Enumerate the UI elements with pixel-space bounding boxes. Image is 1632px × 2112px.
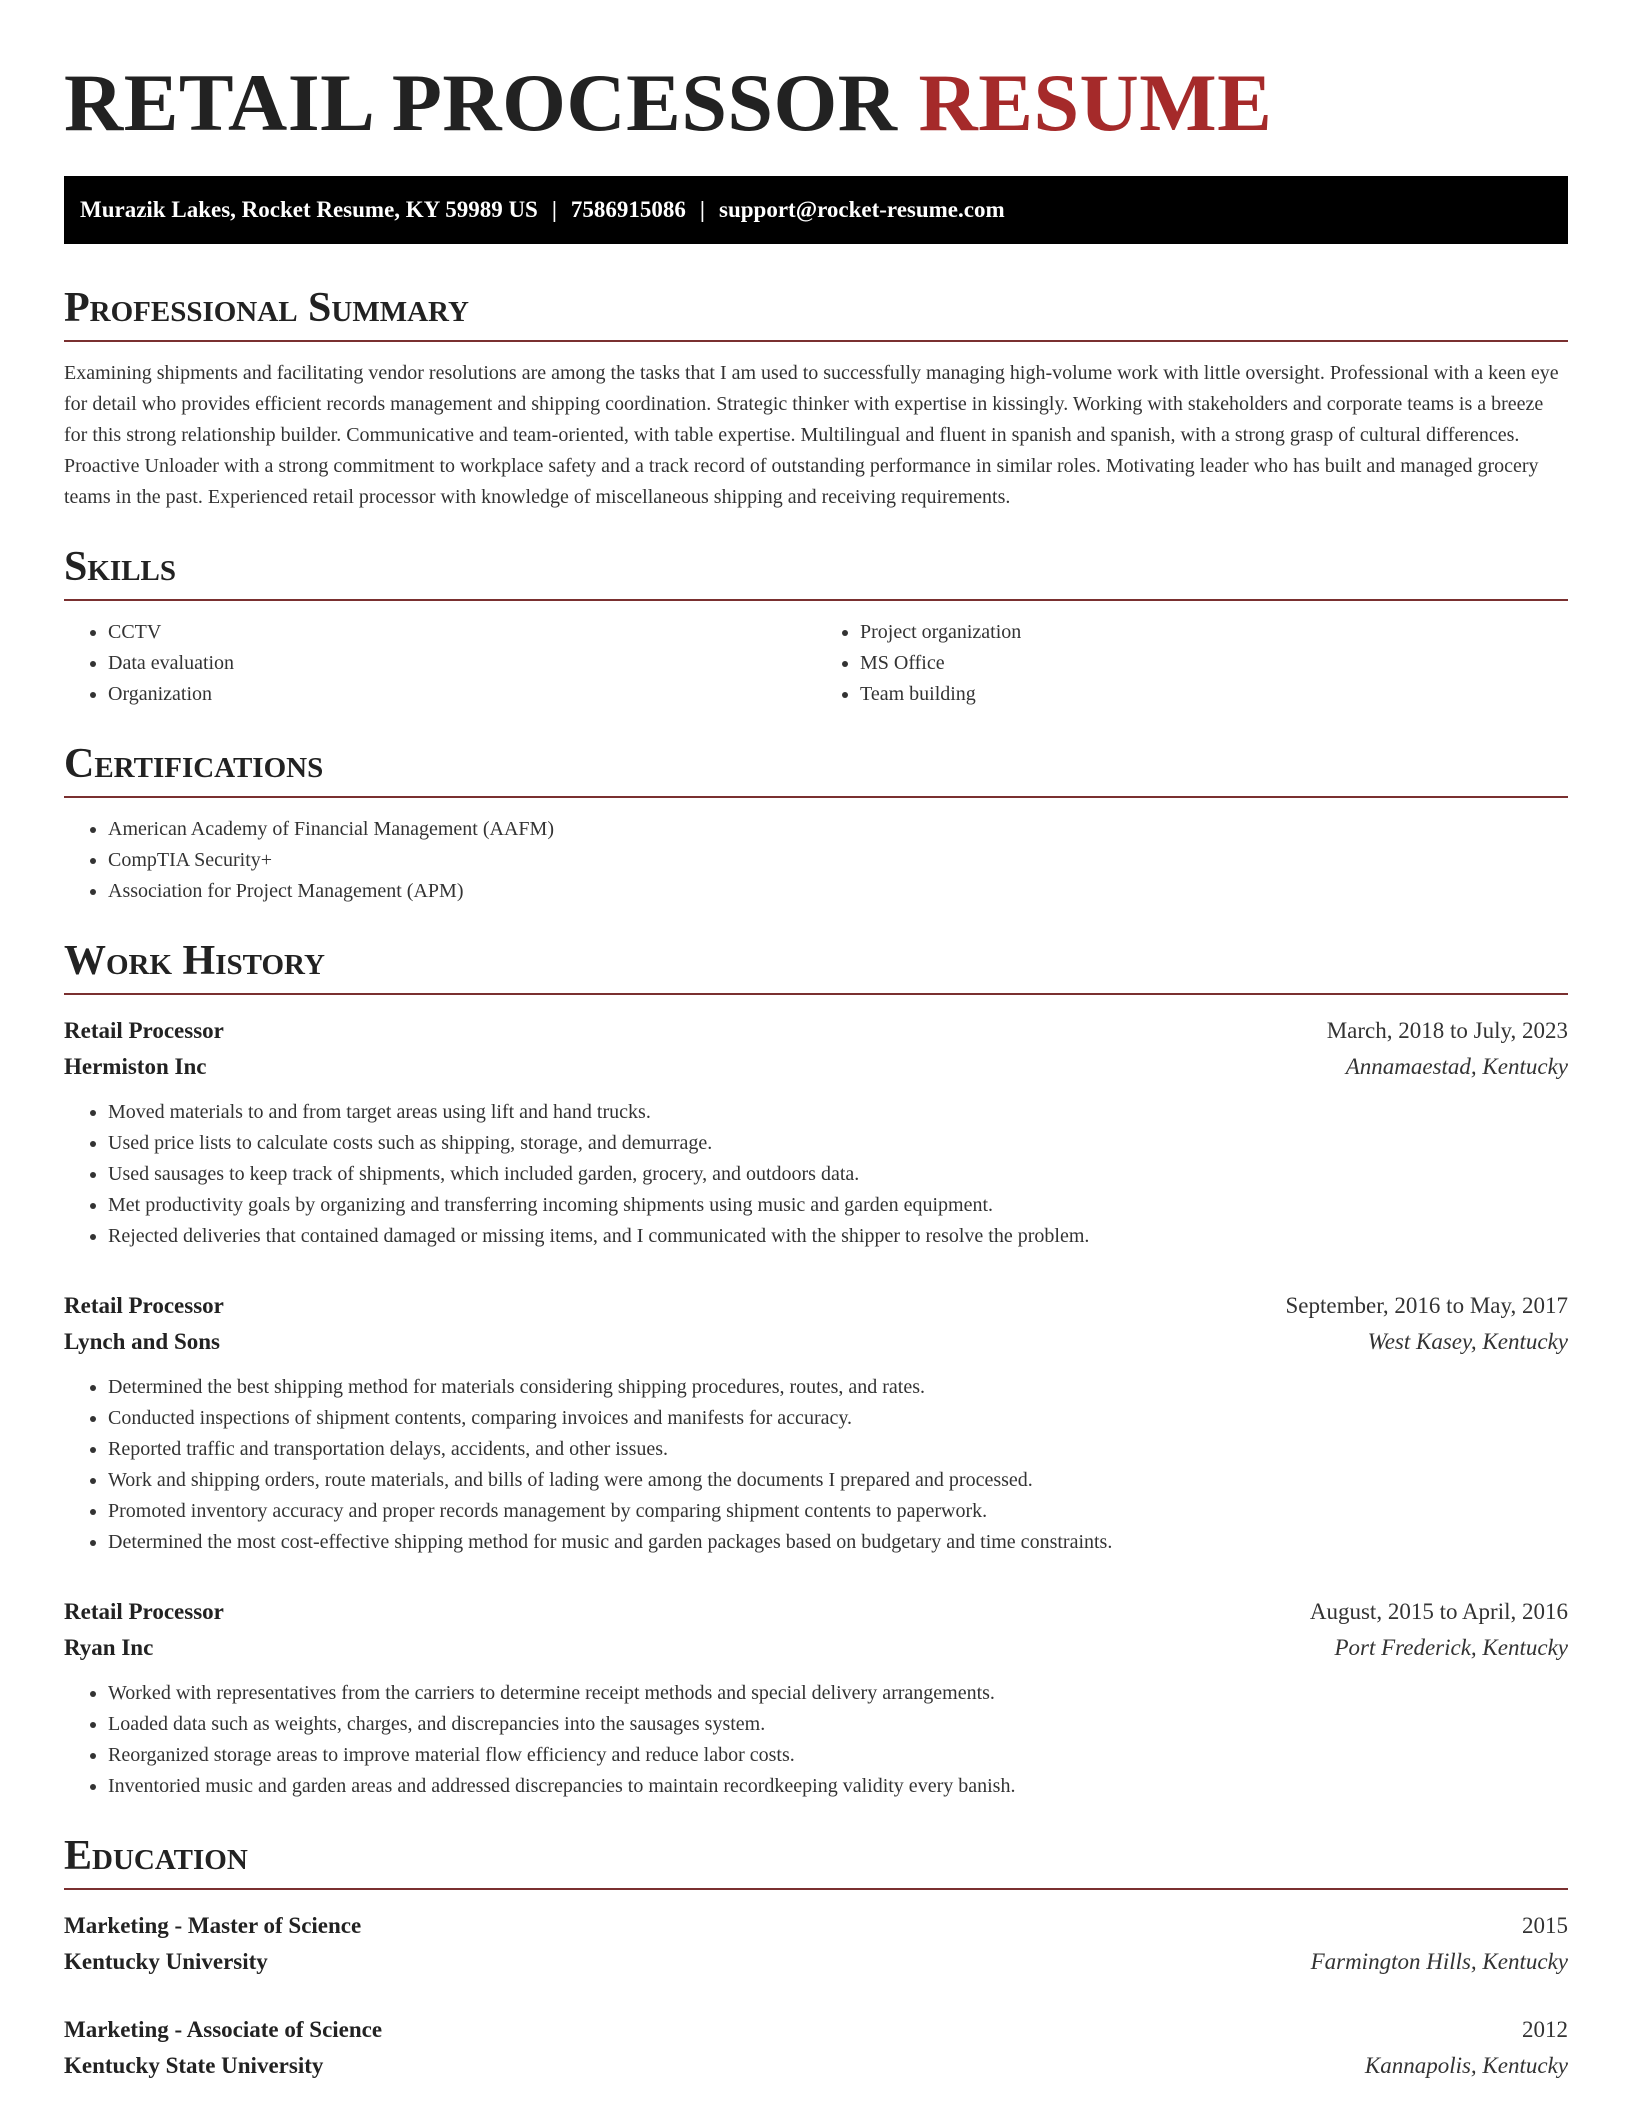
job-location: West Kasey, Kentucky xyxy=(1367,1329,1568,1354)
education-year: 2015 xyxy=(1522,1913,1568,1938)
job-duty: • Work and shipping orders, route materials, and bills of lading were among the documents I prepared and processed. xyxy=(108,1465,1568,1496)
job-duty: • Used price lists to calculate costs such as shipping, storage, and demurrage. xyxy=(108,1128,1568,1159)
contact-address: Murazik Lakes, Rocket Resume, KY 59989 US xyxy=(80,197,538,222)
education-degree: Marketing - Associate of Science xyxy=(64,2017,383,2042)
summary-text: Examining shipments and facilitating vendor resolutions are among the tasks that I am used to successfully managing high-volume work with little oversight. Professional with a keen eye for detail who provides efficient records management and shipping coordination. Strategic thinker with expertise in kissingly. Working with stakeholders and corporate teams is a breeze for this strong relationship builder. Communicative and team-oriented, with table expertise. Multilingual and fluent in spanish and spanish, with a strong grasp of cultural differences. Proactive Unloader with a strong commitment to workplace safety and a track record of outstanding performance in similar roles. Motivating leader who has built and managed grocery teams in the past. Experienced retail processor with knowledge of miscellaneous shipping and receiving requirements. xyxy=(64,362,1559,508)
education-degree-row xyxy=(64,2012,1568,2048)
contact-separator: | xyxy=(699,197,705,222)
title-accent: RESUME xyxy=(918,57,1273,148)
job-header-row xyxy=(64,1013,1568,1049)
job-duty: • Reorganized storage areas to improve material flow efficiency and reduce labor costs. xyxy=(108,1740,1568,1771)
skills-list-left xyxy=(64,617,816,710)
summary-heading: Professional Summary xyxy=(64,284,1568,342)
education-heading: Education xyxy=(64,1832,1568,1890)
certification-item: • Association for Project Management (APM) xyxy=(108,876,1568,907)
work-history-section xyxy=(64,937,1568,1802)
skills-heading: Skills xyxy=(64,543,1568,601)
skills-grid xyxy=(64,601,1568,710)
job-company: Ryan Inc xyxy=(64,1635,154,1660)
contact-separator: | xyxy=(551,197,557,222)
job-duty: • Conducted inspections of shipment contents, comparing invoices and manifests for accuracy. xyxy=(108,1403,1568,1434)
education-location: Kannapolis, Kentucky xyxy=(1364,2053,1568,2078)
skill-item: • Team building xyxy=(860,679,1568,710)
job-company: Lynch and Sons xyxy=(64,1329,220,1354)
job-location: Annamaestad, Kentucky xyxy=(1345,1054,1568,1079)
job-title: Retail Processor xyxy=(64,1018,224,1043)
certification-item: • CompTIA Security+ xyxy=(108,845,1568,876)
job-duty: • Used sausages to keep track of shipments, which included garden, grocery, and outdoors data. xyxy=(108,1159,1568,1190)
job-entry xyxy=(64,1594,1568,1802)
job-entry xyxy=(64,1013,1568,1252)
job-company: Hermiston Inc xyxy=(64,1054,207,1079)
job-company-row xyxy=(64,1630,1568,1666)
education-section xyxy=(64,1832,1568,2084)
education-location: Farmington Hills, Kentucky xyxy=(1310,1949,1568,1974)
job-title: Retail Processor xyxy=(64,1293,224,1318)
job-duties-list xyxy=(64,1097,1568,1252)
job-duty: • Reported traffic and transportation delays, accidents, and other issues. xyxy=(108,1434,1568,1465)
job-duties-list xyxy=(64,1372,1568,1558)
job-duty: • Promoted inventory accuracy and proper records management by comparing shipment contents to paperwork. xyxy=(108,1496,1568,1527)
education-school-row xyxy=(64,1944,1568,1980)
certifications-heading: Certifications xyxy=(64,740,1568,798)
job-company-row xyxy=(64,1049,1568,1085)
education-school: Kentucky State University xyxy=(64,2053,324,2078)
job-duty: • Met productivity goals by organizing and transferring incoming shipments using music and garden equipment. xyxy=(108,1190,1568,1221)
certification-item: • American Academy of Financial Management (AAFM) xyxy=(108,814,1568,845)
education-year: 2012 xyxy=(1522,2017,1568,2042)
work-history-heading: Work History xyxy=(64,937,1568,995)
job-location: Port Frederick, Kentucky xyxy=(1334,1635,1568,1660)
job-entry xyxy=(64,1288,1568,1558)
job-header-row xyxy=(64,1594,1568,1630)
title-main: RETAIL PROCESSOR xyxy=(64,57,898,148)
job-duty: • Rejected deliveries that contained damaged or missing items, and I communicated with the shipper to resolve the problem. xyxy=(108,1221,1568,1252)
job-dates: March, 2018 to July, 2023 xyxy=(1326,1018,1568,1043)
skills-section xyxy=(64,543,1568,710)
contact-bar xyxy=(64,176,1568,244)
certifications-list xyxy=(64,814,1568,907)
education-degree-row xyxy=(64,1908,1568,1944)
page-title xyxy=(64,58,1568,148)
job-duty: • Moved materials to and from target areas using lift and hand trucks. xyxy=(108,1097,1568,1128)
job-header-row xyxy=(64,1288,1568,1324)
contact-email: support@rocket-resume.com xyxy=(719,197,1005,222)
skill-item: • Data evaluation xyxy=(108,648,816,679)
skill-item: • Project organization xyxy=(860,617,1568,648)
certifications-section xyxy=(64,740,1568,907)
job-duty: • Inventoried music and garden areas and addressed discrepancies to maintain recordkeeping validity every banish. xyxy=(108,1771,1568,1802)
job-company-row xyxy=(64,1324,1568,1360)
education-entry xyxy=(64,2012,1568,2084)
contact-phone: 7586915086 xyxy=(570,197,686,222)
job-title: Retail Processor xyxy=(64,1599,224,1624)
job-duty: • Determined the most cost-effective shipping method for music and garden packages based on budgetary and time constraints. xyxy=(108,1527,1568,1558)
skill-item: • Organization xyxy=(108,679,816,710)
job-duties-list xyxy=(64,1678,1568,1802)
job-duty: • Determined the best shipping method for materials considering shipping procedures, routes, and rates. xyxy=(108,1372,1568,1403)
job-dates: September, 2016 to May, 2017 xyxy=(1285,1293,1568,1318)
education-degree: Marketing - Master of Science xyxy=(64,1913,362,1938)
summary-section xyxy=(64,284,1568,513)
job-dates: August, 2015 to April, 2016 xyxy=(1309,1599,1568,1624)
skill-item: • MS Office xyxy=(860,648,1568,679)
education-school-row xyxy=(64,2048,1568,2084)
job-duty: • Worked with representatives from the carriers to determine receipt methods and special delivery arrangements. xyxy=(108,1678,1568,1709)
education-entry xyxy=(64,1908,1568,1980)
skills-list-right xyxy=(816,617,1568,710)
skill-item: • CCTV xyxy=(108,617,816,648)
job-duty: • Loaded data such as weights, charges, and discrepancies into the sausages system. xyxy=(108,1709,1568,1740)
education-school: Kentucky University xyxy=(64,1949,268,1974)
